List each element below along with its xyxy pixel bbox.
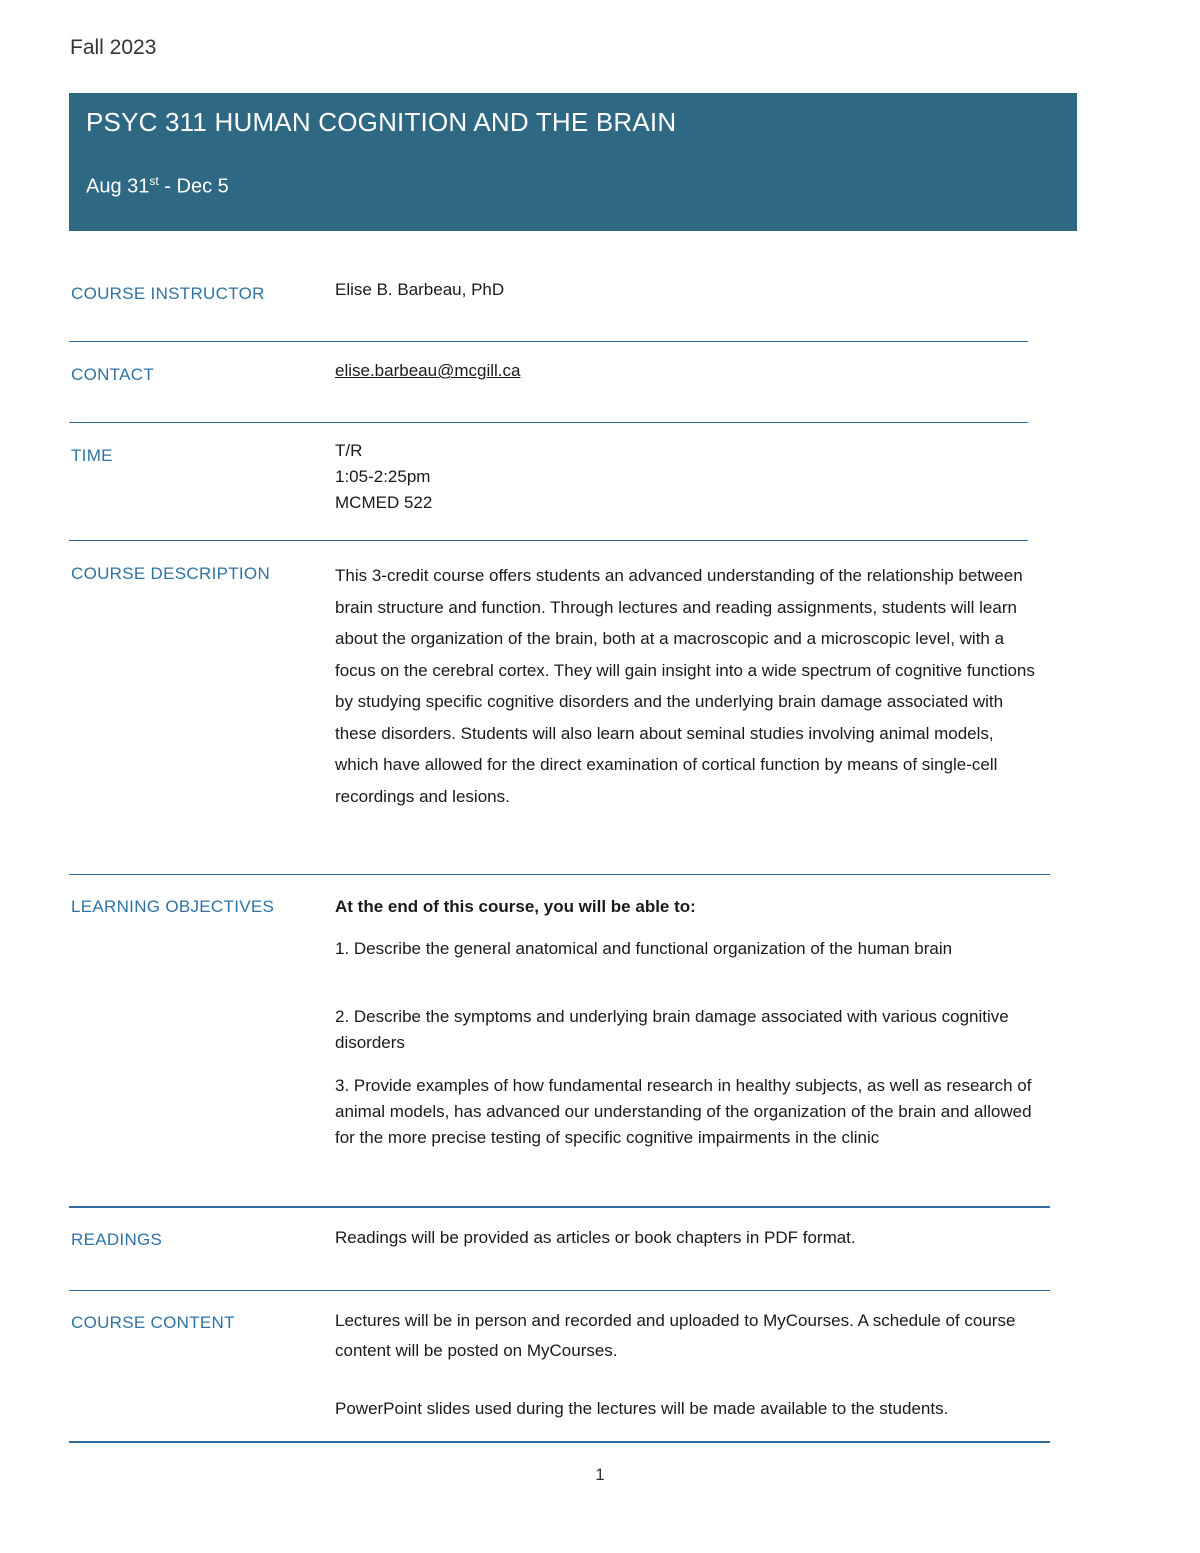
time-details	[335, 438, 432, 516]
contact-label: CONTACT	[71, 365, 154, 384]
objectives-intro: At the end of this course, you will be able to:	[335, 897, 696, 916]
course-dates	[86, 174, 229, 199]
divider	[69, 422, 1028, 423]
objective-item: 3. Provide examples of how fundamental research in healthy subjects, as well as research of animal models, has advanced our understanding of the organization of the brain and allowed for the more precise testing of specific cognitive impairments in the clinic	[335, 1076, 1032, 1147]
content-paragraph-1: Lectures will be in person and recorded and uploaded to MyCourses. A schedule of course content will be posted on MyCourses.	[335, 1311, 1016, 1360]
objectives-label: LEARNING OBJECTIVES	[71, 897, 275, 916]
page-number: 1	[595, 1465, 605, 1484]
instructor-value: Elise B. Barbeau, PhD	[335, 280, 505, 299]
description-label: COURSE DESCRIPTION	[71, 564, 271, 583]
time-days: T/R	[335, 441, 363, 460]
objective-item: 1. Describe the general anatomical and functional organization of the human brain	[335, 939, 953, 958]
content-label: COURSE CONTENT	[71, 1313, 235, 1332]
course-title: PSYC 311 HUMAN COGNITION AND THE BRAIN	[86, 107, 677, 137]
divider	[69, 874, 1050, 875]
divider	[69, 341, 1028, 342]
dates-start: Aug 31	[86, 175, 150, 198]
divider	[69, 540, 1028, 541]
term-label: Fall 2023	[70, 36, 157, 59]
objective-item: 2. Describe the symptoms and underlying brain damage associated with various cognitive disorders	[335, 1007, 1009, 1052]
readings-label: READINGS	[71, 1230, 163, 1249]
contact-email-link[interactable]: elise.barbeau@mcgill.ca	[335, 361, 521, 380]
dates-end: - Dec 5	[158, 175, 229, 198]
course-banner	[69, 93, 1077, 231]
divider	[69, 1206, 1050, 1208]
readings-text: Readings will be provided as articles or book chapters in PDF format.	[335, 1228, 856, 1247]
divider	[69, 1290, 1050, 1291]
dates-ordinal: st	[149, 174, 159, 188]
time-hours: 1:05-2:25pm	[335, 467, 431, 486]
content-paragraph-2: PowerPoint slides used during the lectures will be made available to the students.	[335, 1399, 949, 1418]
divider	[69, 1441, 1050, 1443]
description-text: This 3-credit course offers students an advanced understanding of the relationship between brain structure and function. Through lectures and reading assignments, students will learn about the organization of the brain, both at a macroscopic and a microscopic level, with a focus on the cerebral cortex. They will gain insight into a wide spectrum of cognitive functions by studying specific cognitive disorders and the underlying brain damage associated with these disorders. Students will also learn about seminal studies involving animal models, which have allowed for the direct examination of cortical function by means of single-cell recordings and lesions.	[335, 566, 1035, 806]
time-room: MCMED 522	[335, 493, 433, 512]
instructor-label: COURSE INSTRUCTOR	[71, 284, 265, 303]
time-label: TIME	[71, 446, 113, 465]
